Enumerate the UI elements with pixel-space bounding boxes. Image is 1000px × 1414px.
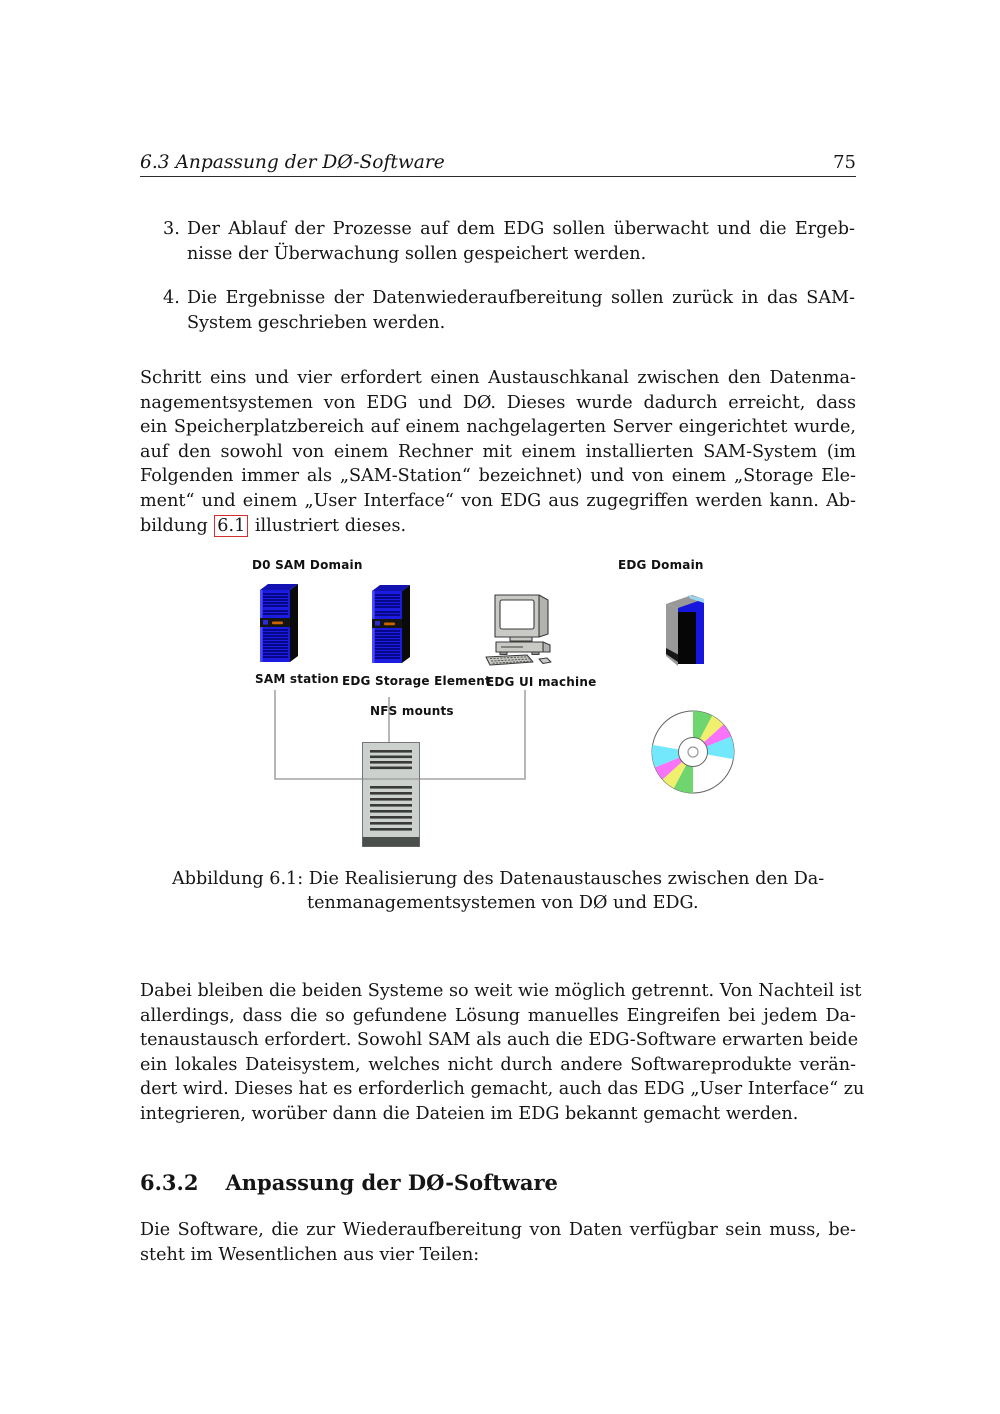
text-line: [140, 514, 856, 539]
text-run: bildung: [140, 515, 214, 536]
section-heading: [140, 1168, 558, 1198]
section-title: Anpassung der DØ-Software: [225, 1170, 558, 1195]
text-line: steht im Wesentlichen aus vier Teilen:: [140, 1244, 480, 1265]
list-item-3-number: 3.: [163, 219, 180, 239]
text-run: illustriert dieses.: [249, 515, 407, 536]
domain-label-d0-sam: D0 SAM Domain: [252, 558, 363, 572]
text-line: ein Speicherplatzbereich auf einem nachgelagerten Server eingerichtet wurde,: [140, 417, 856, 438]
server-tower-icon-edg-domain: [658, 590, 710, 668]
list-item-4: [187, 286, 855, 335]
page-header: [140, 147, 856, 177]
page-number: 75: [833, 152, 856, 174]
server-tower-icon-sam-station: [256, 582, 302, 668]
text-line: Die Software, die zur Wiederaufbereitung von Daten verfügbar sein muss, be-: [140, 1220, 856, 1240]
paragraph-2: [140, 979, 865, 1127]
text-line: nagementsystemen von EDG und DØ. Dieses wurde dadurch erreicht, dass: [140, 392, 856, 413]
text-line: Die Ergebnisse der Datenwiederaufbereitung sollen zurück in das SAM-: [187, 288, 855, 308]
section-number: 6.3.2: [140, 1170, 199, 1195]
text-line: Folgenden immer als „SAM-Station“ bezeichnet) und von einem „Storage Ele-: [140, 466, 856, 487]
text-line: tenaustausch erfordert. Sowohl SAM als auch die EDG-Software erwarten beide: [140, 1030, 859, 1051]
paragraph-3: [140, 1218, 856, 1267]
desktop-computer-icon: [483, 589, 563, 671]
list-item-3: [187, 217, 855, 266]
figure-caption-line-2: tenmanagementsystemen von DØ und EDG.: [307, 893, 699, 913]
text-line: allerdings, dass die so gefundene Lösung manuelles Eingreifen bei jedem Da-: [140, 1005, 856, 1026]
text-line: System geschrieben werden.: [187, 312, 446, 333]
list-item-4-number: 4.: [163, 288, 180, 308]
domain-label-edg: EDG Domain: [618, 558, 704, 572]
label-sam-station: SAM station: [255, 672, 339, 686]
text-line: Der Ablauf der Prozesse auf dem EDG sollen überwacht und die Ergeb-: [187, 219, 855, 239]
label-edg-ui-machine: EDG UI machine: [486, 675, 597, 689]
text-line: auf den sowohl von einem Rechner mit einem installierten SAM-System (im: [140, 441, 856, 462]
server-tower-icon-edg-storage: [368, 583, 414, 669]
label-edg-storage-element: EDG Storage Element: [342, 674, 491, 688]
text-line: dert wird. Dieses hat es erforderlich gemacht, auch das EDG „User Interface“ zu: [140, 1079, 865, 1100]
cd-disc-icon: [648, 707, 738, 797]
figure-6-1: [0, 553, 1000, 860]
label-nfs-mounts: NFS mounts: [370, 704, 454, 718]
text-line: Schritt eins und vier erfordert einen Austauschkanal zwischen den Datenma-: [140, 368, 856, 388]
figure-caption-line-1: Abbildung 6.1: Die Realisierung des Datenaustausches zwischen den Da-: [172, 869, 825, 889]
figure-reference-link[interactable]: 6.1: [214, 515, 248, 537]
text-line: nisse der Überwachung sollen gespeichert werden.: [187, 243, 647, 264]
paragraph-1: [140, 366, 856, 538]
text-line: Dabei bleiben die beiden Systeme so weit wie möglich getrennt. Von Nachteil ist: [140, 981, 862, 1001]
text-line: ment“ und einem „User Interface“ von EDG aus zugegriffen werden kann. Ab-: [140, 490, 856, 511]
running-title: 6.3 Anpassung der DØ-Software: [140, 152, 445, 174]
text-line: integrieren, worüber dann die Dateien im EDG bekannt gemacht werden.: [140, 1103, 799, 1124]
nfs-server-icon: [362, 742, 420, 847]
text-line: ein lokales Dateisystem, welches nicht durch andere Softwareprodukte verän-: [140, 1054, 856, 1075]
